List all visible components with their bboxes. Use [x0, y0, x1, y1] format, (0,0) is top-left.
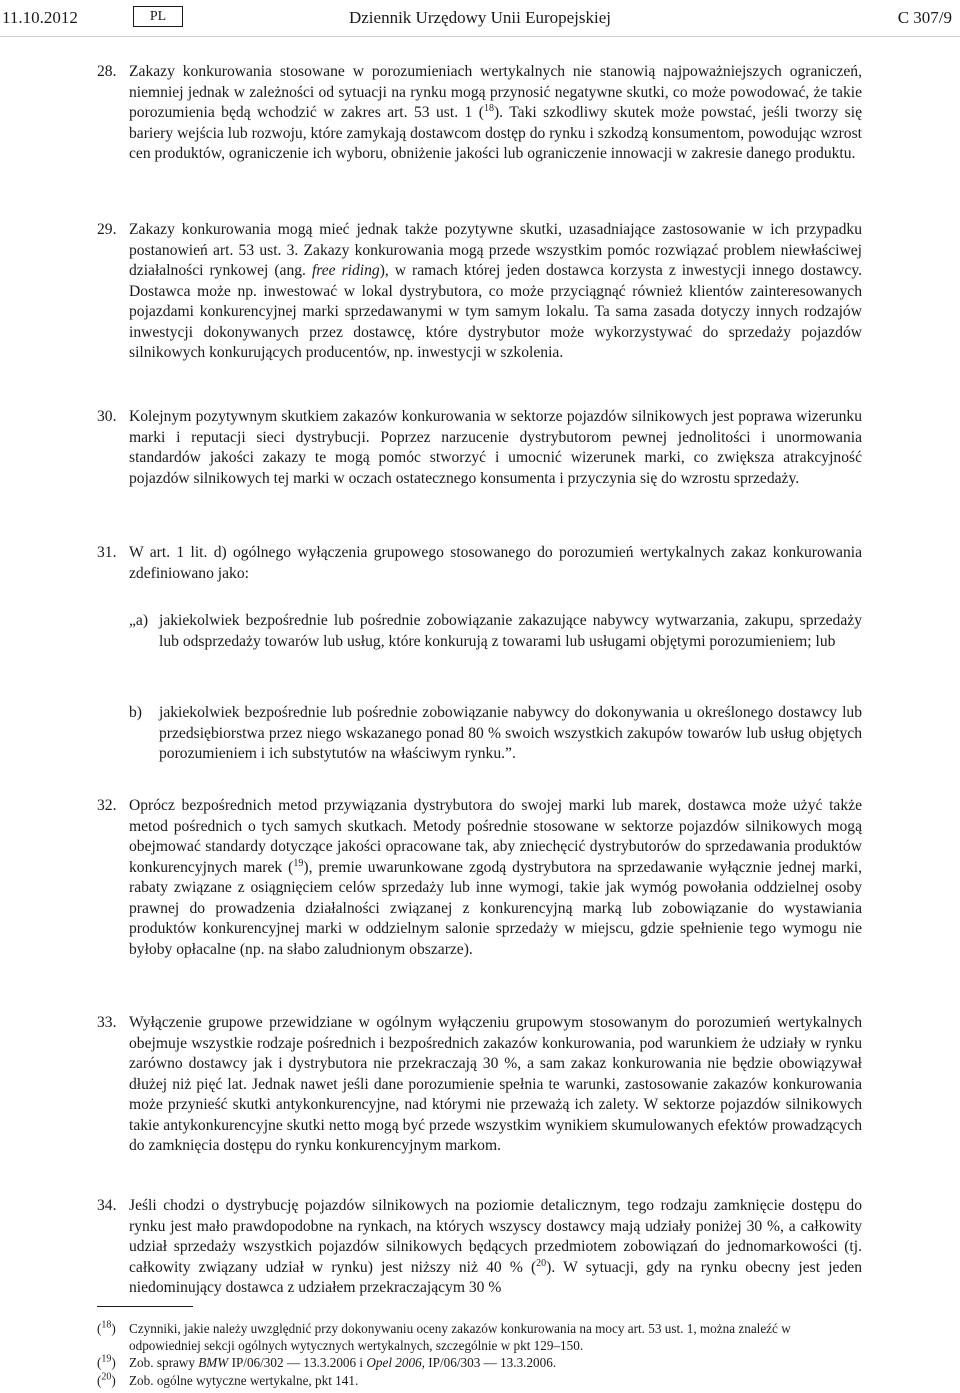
sub-item-text: jakiekolwiek bezpośrednie lub pośrednie zobowiązanie nabywcy do dokonywania u określonego dostawcy lub przedsiębiorstwa przez niego wskazanego ponad 80 % swoich wszystkich zakupów towarów lub usług objętych porozumieniem i ich substytutów na właściwym rynku.”.	[159, 704, 862, 762]
sub-item-label: b)	[129, 704, 142, 721]
sub-item-label: „a)	[129, 612, 149, 629]
paragraph-29	[97, 220, 862, 364]
paragraph-number: 33.	[97, 1014, 117, 1031]
footnote-18	[97, 1321, 862, 1354]
footnote-ref-20[interactable]: 20	[536, 1257, 547, 1269]
sub-item-text: jakiekolwiek bezpośrednie lub pośrednie zobowiązanie zakazujące nabywcy wytwarzania, zakupu, sprzedaży lub odsprzedaży towarów lub usług, które konkurują z towarami lub usługami objętymi porozumieniem; lub	[159, 612, 862, 650]
paragraph-number: 32.	[97, 797, 117, 814]
paragraph-number: 29.	[97, 221, 117, 238]
sub-item-a	[129, 611, 862, 652]
paragraph-number: 30.	[97, 408, 117, 425]
footnote-20	[97, 1373, 862, 1390]
italic-term: free riding	[311, 262, 380, 279]
paragraph-33	[97, 1013, 862, 1157]
footnote-divider	[97, 1306, 193, 1307]
footnote-number: ($^{20}$)	[97, 1371, 116, 1388]
paragraph-34	[97, 1196, 862, 1299]
footnote-number: ($^{18}$)	[97, 1319, 116, 1336]
paragraph-text: W art. 1 lit. d) ogólnego wyłączenia grupowego stosowanego do porozumień wertykalnych zakaz konkurowania zdefiniowano jako:	[129, 544, 862, 582]
footnote-19	[97, 1355, 862, 1372]
paragraph-number: 34.	[97, 1197, 117, 1214]
paragraph-number: 31.	[97, 544, 117, 561]
paragraph-number: 28.	[97, 63, 117, 80]
paragraph-text: Zakazy konkurowania stosowane w porozumieniach wertykalnych nie stanowią najpoważniejszych ograniczeń, niemniej jednak w zależności od sytuacji na rynku mogą przynosić negatywne skutki, co może powodować, że takie porozumienia będą wchodzić w zakres art. 53 ust. 1 ($^{18}$). Taki szkodliwy skutek może powstać, jeśli tworzy się bariery wejścia lub rozwoju, które zamykają dostawcom dostęp do rynku i szkodzą konsumentom, powodując wzrost cen produktów, ograniczenie ich wyboru, obniżenie jakości lub ograniczenie innowacji w zakresie danego produktu.	[129, 63, 862, 162]
footnote-ref-19[interactable]: 19	[293, 857, 304, 869]
paragraph-text: Kolejnym pozytywnym skutkiem zakazów konkurowania w sektorze pojazdów silnikowych jest poprawa wizerunku marki i reputacji sieci dystrybucji. Poprzez narzucenie dystrybutorom pewnej jednolitości i unormowania standardów jakości zakazy te mogą pomóc stworzyć i umocnić wizerunek marki, co zwiększa atrakcyjność pojazdów silnikowych tej marki w oczach ostatecznego konsumenta i przyczynia się do wzrostu sprzedaży.	[129, 408, 862, 487]
paragraph-text: Oprócz bezpośrednich metod przywiązania dystrybutora do swojej marki lub marek, dostawca może użyć także metod pośrednich o tych samych skutkach. Metody pośrednie stosowane w sektorze pojazdów silnikowych mogą obejmować standardy dotyczące jakości opracowane tak, aby zniechęcić dystrybutorów do sprzedawania produktów konkurencyjnych marek ($^{19}$), premie uwarunkowane zgodą dystrybutora na sprzedawanie wyłącznie jednej marki, rabaty związane z osiągnięciem celów sprzedaży lub inne wymogi, takie jak wymóg powołania oddzielnej osoby prawnej do prowadzenia działalności związanej z konkurencyjną marką lub zobowiązanie do wystawiania produktów konkurencyjnej marki w oddzielnym salonie sprzedaży w miejscu, gdzie spełnienie tego wymogu nie byłoby opłacalne (np. na słabo zaludnionym obszarze).	[129, 797, 862, 958]
footnote-text: Zob. ogólne wytyczne wertykalne, pkt 141.	[129, 1373, 359, 1388]
paragraph-30	[97, 407, 862, 489]
paragraph-text: Wyłączenie grupowe przewidziane w ogólnym wyłączeniu grupowym stosowanym do porozumień wertykalnych obejmuje wszystkie rodzaje pośrednich i bezpośrednich zakazów konkurowania, pod warunkiem że udziały w rynku zarówno dostawcy jak i dystrybutora nie przekraczają 30 %, a sam zakaz konkurowania nie będzie obowiązywał dłużej niż pięć lat. Jednak nawet jeśli dane porozumienie spełnia te warunki, zastosowanie zakazów konkurowania może przynieść skutki antykonkurencyjne, nad którymi nie przeważą ich zalety. W sektorze pojazdów silnikowych takie antykonkurencyjne skutki netto mogą być przede wszystkim wynikiem skumulowanych efektów prowadzących do zamknięcia dostępu do rynku konkurencyjnym markom.	[129, 1014, 862, 1154]
footnote-ref-18[interactable]: 18	[483, 102, 494, 114]
page-header	[0, 5, 960, 31]
paragraph-31	[97, 543, 862, 584]
paragraph-text: Jeśli chodzi o dystrybucję pojazdów silnikowych na poziomie detalicznym, tego rodzaju zamknięcie dostępu do rynku jest mało prawdopodobne na rynkach, na których wszyscy dostawcy mają udziały poniżej 30 %, a całkowity udział sprzedaży wszystkich pojazdów silnikowych będących przedmiotem zobowiązań do jednomarkowości (tj. całkowity związany udział w rynku) jest niższy niż 40 % ($^{20}$). W sytuacji, gdy na rynku obecny jest jeden niedominujący dostawca z udziałem przekraczającym 30 %	[129, 1197, 862, 1296]
footnote-text: Zob. sprawy BMW IP/06/302 — 13.3.2006 i Opel 2006, IP/06/303 — 13.3.2006.	[129, 1355, 557, 1370]
paragraph-28	[97, 62, 862, 165]
journal-title: Dziennik Urzędowy Unii Europejskiej	[348, 8, 611, 27]
paragraph-32	[97, 796, 862, 960]
language-badge: PL	[133, 6, 183, 27]
publication-date: 11.10.2012	[2, 8, 78, 27]
footnote-number: ($^{19}$)	[97, 1353, 116, 1370]
header-divider	[0, 36, 960, 37]
sub-item-b	[129, 703, 862, 765]
paragraph-text: Zakazy konkurowania mogą mieć jednak także pozytywne skutki, uzasadniające zastosowanie w ich przypadku postanowień art. 53 ust. 3. Zakazy konkurowania mogą przede wszystkim pomóc rozwiązać problem niewłaściwej działalności rynkowej (ang. free riding), w ramach której jeden dostawca korzysta z inwestycji innego dostawcy. Dostawca może np. inwestować w lokal dystrybutora, co może przyciągnąć również klientów zainteresowanych pojazdami konkurencyjnej marki sprzedawanymi w tym samym lokalu. Ta sama zasada dotyczy innych rodzajów inwestycji dokonywanych przez dostawcę, które dystrybutor może wykorzystywać do sprzedaży pojazdów silnikowych konkurujących producentów, np. inwestycji w szkolenia.	[129, 221, 863, 361]
page-reference: C 307/9	[897, 8, 952, 27]
footnote-text: Czynniki, jakie należy uwzględnić przy dokonywaniu oceny zakazów konkurowania na mocy art. 53 ust. 1, można znaleźć w odpowiedniej sekcji ogólnych wytycznych wertykalnych, szczególnie w pkt 129–150.	[129, 1321, 791, 1353]
